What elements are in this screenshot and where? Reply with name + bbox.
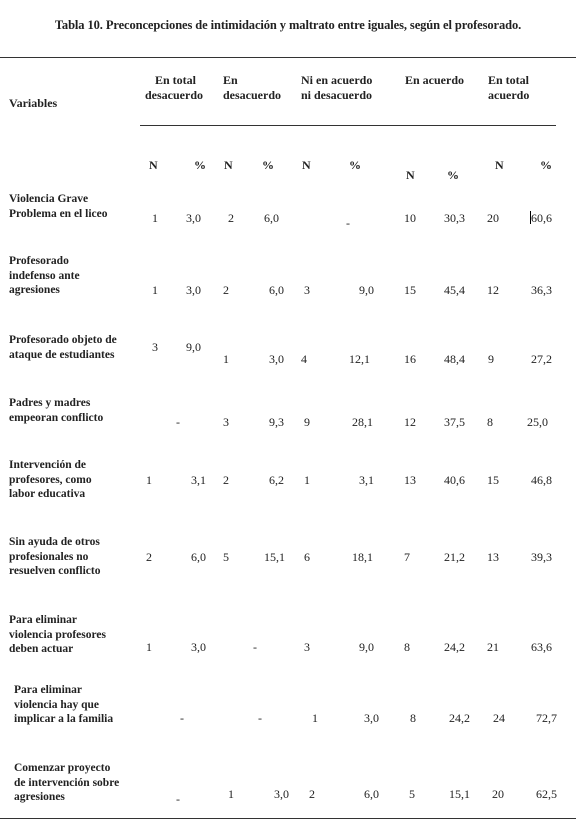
- cell-value: 3: [304, 283, 310, 297]
- subheader-pct: %: [262, 158, 274, 172]
- cell-value: 6,0: [269, 283, 284, 297]
- cell-value: 5: [409, 787, 415, 801]
- cell-value: -: [176, 792, 180, 806]
- subheader-pct: %: [447, 168, 459, 182]
- cell-value: 12,1: [349, 352, 370, 366]
- cell-value: 63,6: [531, 640, 552, 654]
- group-header-line1: En acuerdo: [405, 73, 465, 87]
- cell-value: 3,0: [364, 711, 379, 725]
- cell-value: 15,1: [264, 550, 285, 564]
- table-title: Tabla 10. Preconcepciones de intimidación y maltrato entre iguales, según el profesorado.: [54, 18, 522, 32]
- cell-value: 3,0: [186, 283, 201, 297]
- cell-value: 3: [223, 415, 229, 429]
- cell-value: -: [346, 216, 350, 230]
- cell-value: 4: [301, 352, 307, 366]
- subheader-pct: %: [540, 158, 552, 172]
- bottom-rule: [0, 818, 576, 819]
- row-label: Padres y madres empeoran conflicto: [9, 397, 104, 424]
- row-label: Violencia Grave Problema en el liceo: [9, 193, 108, 220]
- cell-value: 7: [404, 550, 410, 564]
- cell-value: 13: [487, 550, 499, 564]
- cell-value: 5: [223, 550, 229, 564]
- cell-value: 3,0: [274, 787, 289, 801]
- subheader-n: N: [149, 158, 158, 172]
- cell-value: 21: [487, 640, 499, 654]
- cell-value: 8: [487, 415, 493, 429]
- cell-value: 13: [404, 473, 416, 487]
- cell-value: 2: [223, 283, 229, 297]
- cell-value: 1: [146, 473, 152, 487]
- cell-value: 1: [304, 473, 310, 487]
- cell-value: 6,2: [269, 473, 284, 487]
- subheader-n: N: [406, 168, 415, 182]
- cell-value: 24: [493, 711, 505, 725]
- cell-value: 12: [487, 283, 499, 297]
- cell-value: 9: [488, 352, 494, 366]
- group-header-line2: ni desacuerdo: [301, 88, 373, 102]
- row-label: Para eliminar violencia hay que implicar a la familia: [14, 684, 114, 725]
- cell-value: 12: [404, 415, 416, 429]
- row-label: Comenzar proyecto de intervención sobre agresiones: [14, 762, 120, 803]
- cell-value: -: [180, 711, 184, 725]
- group-header-rule: [140, 125, 556, 126]
- cell-value: 60,6: [531, 211, 552, 225]
- cell-value: 9,0: [359, 640, 374, 654]
- subheader-n: N: [224, 158, 233, 172]
- cell-value: 1: [223, 352, 229, 366]
- cell-value: 16: [404, 352, 416, 366]
- row-label: Sin ayuda de otros profesionales no resuelven conflicto: [9, 536, 101, 577]
- cell-value: 9,0: [186, 340, 201, 354]
- cell-value: 48,4: [444, 352, 465, 366]
- cell-value: 8: [404, 640, 410, 654]
- cell-value: 2: [228, 211, 234, 225]
- cell-value: 72,7: [536, 711, 557, 725]
- cell-value: 3,1: [359, 473, 374, 487]
- cell-value: 21,2: [444, 550, 465, 564]
- cell-value: 27,2: [531, 352, 552, 366]
- group-header-line1: En total: [488, 73, 530, 87]
- cell-value: 3,0: [269, 352, 284, 366]
- cell-value: 24,2: [449, 711, 470, 725]
- cell-value: 18,1: [352, 550, 373, 564]
- cell-value: 3,0: [186, 211, 201, 225]
- cell-value: 15: [404, 283, 416, 297]
- cell-value: 1: [312, 711, 318, 725]
- group-header-line1: En: [223, 73, 238, 87]
- subheader-pct: %: [194, 158, 206, 172]
- cell-value: 62,5: [536, 787, 557, 801]
- cell-value: 6: [304, 550, 310, 564]
- cell-value: -: [176, 415, 180, 429]
- cell-value: 37,5: [444, 415, 465, 429]
- cell-value: 15,1: [449, 787, 470, 801]
- cell-value: 30,3: [444, 211, 465, 225]
- cell-value: -: [258, 711, 262, 725]
- group-header-line1: Ni en acuerdo: [301, 73, 373, 87]
- row-label: Para eliminar violencia profesores deben actuar: [9, 614, 106, 655]
- cell-value: 9: [304, 415, 310, 429]
- cell-value: 40,6: [444, 473, 465, 487]
- group-header-line1: En total: [155, 73, 197, 87]
- cell-value: 3: [152, 340, 158, 354]
- cell-value: 6,0: [264, 211, 279, 225]
- cell-value: 9,3: [269, 415, 284, 429]
- cell-value: 39,3: [531, 550, 552, 564]
- cell-value: 6,0: [191, 550, 206, 564]
- cell-value: 6,0: [364, 787, 379, 801]
- subheader-pct: %: [349, 158, 361, 172]
- row-label: Profesorado objeto de ataque de estudiantes: [9, 334, 117, 361]
- group-header-line2: desacuerdo: [223, 88, 281, 102]
- row-label: Intervención de profesores, como labor educativa: [9, 459, 92, 500]
- cell-value: 36,3: [531, 283, 552, 297]
- cell-value: 3,0: [191, 640, 206, 654]
- cell-value: 2: [223, 473, 229, 487]
- subheader-n: N: [495, 158, 504, 172]
- cell-value: 20: [487, 211, 499, 225]
- cell-value: 1: [228, 787, 234, 801]
- header-variables: Variables: [9, 96, 58, 110]
- cell-value: 15: [487, 473, 499, 487]
- cell-value: 24,2: [444, 640, 465, 654]
- cell-value: 25,0: [527, 415, 548, 429]
- cell-value: 28,1: [352, 415, 373, 429]
- cell-value: 9,0: [359, 283, 374, 297]
- cell-value: 3: [304, 640, 310, 654]
- group-header-line2: acuerdo: [488, 88, 530, 102]
- cell-value: -: [253, 640, 257, 654]
- cell-value: 2: [309, 787, 315, 801]
- cell-value: 10: [404, 211, 416, 225]
- cell-value: 1: [146, 640, 152, 654]
- cell-value: 8: [410, 711, 416, 725]
- cell-value: 1: [152, 283, 158, 297]
- group-header-line2: desacuerdo: [145, 88, 203, 102]
- cell-value: 46,8: [531, 473, 552, 487]
- cell-value: 1: [152, 211, 158, 225]
- top-rule: [0, 57, 576, 58]
- cell-value: 20: [492, 787, 504, 801]
- row-label: Profesorado indefenso ante agresiones: [9, 255, 80, 296]
- subheader-n: N: [302, 158, 311, 172]
- cell-value: 3,1: [191, 473, 206, 487]
- cell-value: 2: [146, 550, 152, 564]
- cell-value: 45,4: [444, 283, 465, 297]
